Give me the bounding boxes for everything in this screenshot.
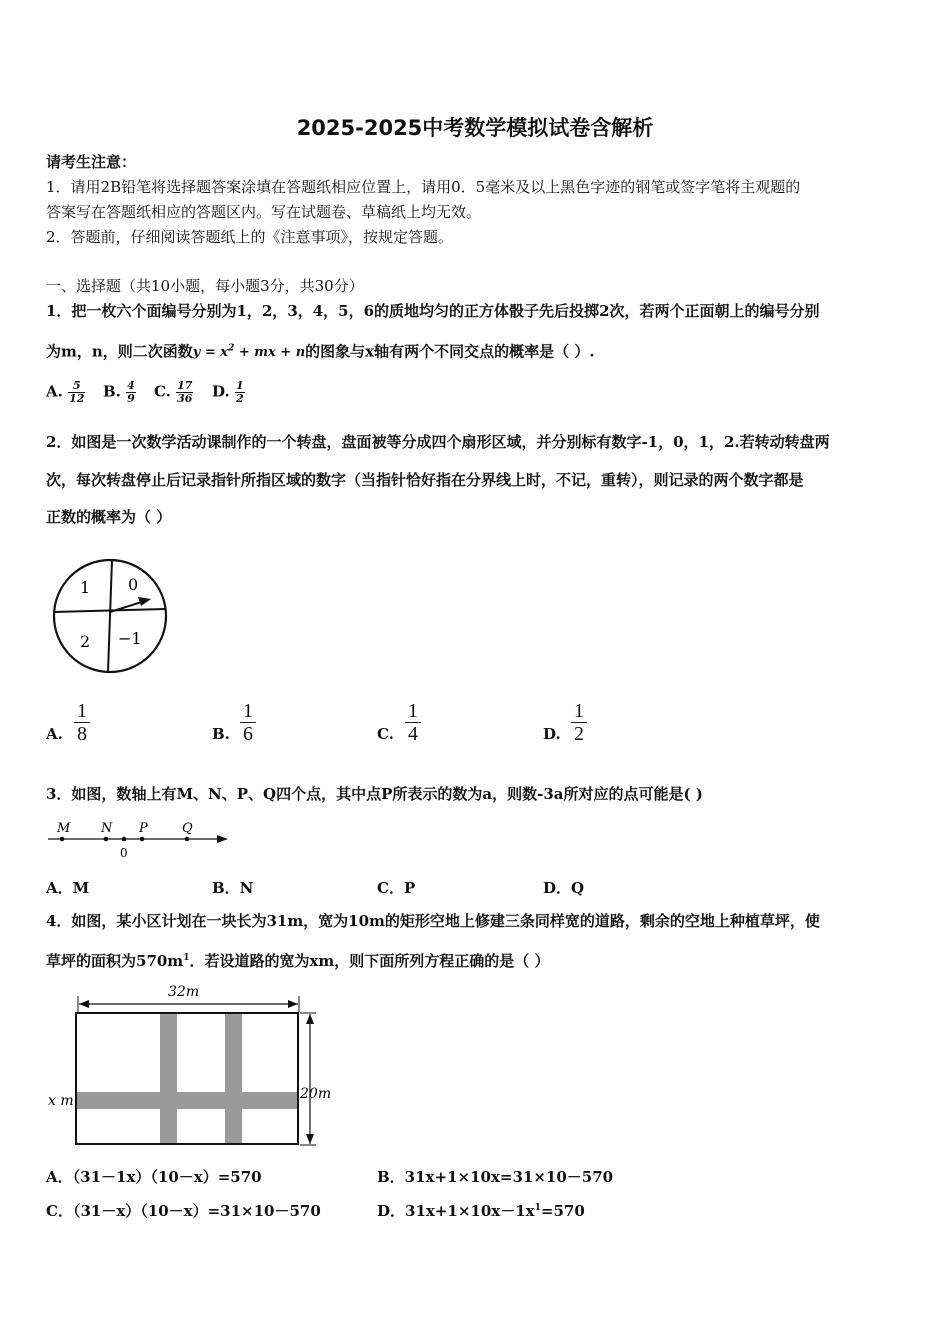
field-rectangle bbox=[76, 1013, 298, 1144]
road-vertical-1 bbox=[160, 1014, 177, 1143]
road-horizontal bbox=[77, 1092, 297, 1109]
q3-option-c[interactable]: C．P bbox=[377, 879, 416, 897]
q4-option-d[interactable]: D．$31x+1\times 10x-1x^1=570$ bbox=[377, 1202, 585, 1220]
q1-option-d[interactable]: D. $\frac{1}{2}$ bbox=[212, 379, 244, 405]
q1-line-1: 1．把一枚六个面编号分别为1，2，3，4，5，6的质地均匀的正方体骰子先后投掷2次，若两个正面朝上的编号分别 bbox=[46, 302, 820, 320]
spinner-label-0: 0 bbox=[128, 575, 139, 594]
page-title: 2025-2025中考数学模拟试卷含解析 bbox=[296, 116, 654, 140]
spinner-pointer-arrowhead bbox=[138, 597, 151, 606]
q2-line-3: 正数的概率为（ ） bbox=[46, 508, 172, 526]
spinner-label-1: 1 bbox=[80, 578, 91, 597]
number-line-arrowhead bbox=[217, 835, 228, 843]
q3-option-a[interactable]: A．M bbox=[46, 879, 90, 897]
point-p bbox=[140, 837, 145, 842]
q1-line-2 bbox=[46, 339, 595, 363]
q2-option-c-label[interactable]: C. bbox=[377, 725, 394, 743]
label-p: P bbox=[139, 821, 148, 836]
label-m: M bbox=[57, 821, 71, 836]
q4-option-a[interactable]: A．（31－1x）（10－x）=570 bbox=[46, 1168, 262, 1186]
q1-line-2-post: 的图象与x轴有两个不同交点的概率是（ ）. bbox=[305, 342, 595, 361]
q3-option-d[interactable]: D．Q bbox=[543, 879, 585, 897]
point-n bbox=[104, 837, 109, 842]
spinner-label-neg1: −1 bbox=[118, 629, 142, 648]
rectangle-field-figure bbox=[46, 980, 346, 1152]
notice-line-1a: 1．请用2B铅笔将选择题答案涂填在答题纸相应位置上，请用0．5毫米及以上黑色字迹的钢笔或签字笔将主观题的 bbox=[46, 178, 801, 196]
section-heading: 一、选择题（共10小题，每小题3分，共30分） bbox=[46, 277, 364, 295]
label-n: N bbox=[101, 821, 113, 836]
spinner-divider-vertical bbox=[108, 560, 112, 672]
q4-line-2: 草坪的面积为$570m^1$．若设道路的宽为xm，则下面所列方程正确的是（ ） bbox=[46, 952, 550, 970]
q2-option-d-fraction: 1 2 bbox=[571, 700, 587, 745]
notice-line-2: 2．答题前，仔细阅读答题纸上的《注意事项》，按规定答题。 bbox=[46, 228, 454, 246]
q4-option-b[interactable]: B．31x+1×10x=31×10－570 bbox=[377, 1168, 614, 1186]
q2-line-1: 2．如图是一次数学活动课制作的一个转盘，盘面被等分成四个扇形区域，并分别标有数字-1，0，1，2.若转动转盘两 bbox=[46, 433, 830, 451]
q3-option-b[interactable]: B．N bbox=[212, 879, 254, 897]
label-zero: 0 bbox=[120, 846, 128, 860]
q1-formula: $y = x^2$ + mx + n bbox=[192, 344, 306, 361]
q2-option-b-fraction: 1 6 bbox=[240, 700, 256, 745]
q2-option-a-fraction: 1 8 bbox=[74, 700, 90, 745]
q4-line-1: 4．如图，某小区计划在一块长为31m，宽为10m的矩形空地上修建三条同样宽的道路，剩余的空地上种植草坪，使 bbox=[46, 912, 820, 930]
road-vertical-2 bbox=[225, 1014, 242, 1143]
q4-option-c[interactable]: C．（31－x）（10－x）=31×10－570 bbox=[46, 1202, 321, 1220]
label-q: Q bbox=[182, 821, 193, 836]
q3-line-1: 3．如图，数轴上有M、N、P、Q四个点，其中点P所表示的数为a，则数-3a所对应的点可能是( ) bbox=[46, 785, 703, 803]
road-width-label: x m bbox=[48, 1093, 74, 1109]
q2-option-c-fraction: 1 4 bbox=[405, 700, 421, 745]
q2-line-2: 次，每次转盘停止后记录指针所指区域的数字（当指针恰好指在分界线上时，不记，重转），则记录的两个数字都是 bbox=[46, 471, 804, 489]
point-m bbox=[60, 837, 65, 842]
width-label: 32m bbox=[168, 984, 200, 1000]
number-line-figure bbox=[44, 818, 236, 862]
notice-heading: 请考生注意： bbox=[46, 153, 137, 171]
point-q bbox=[185, 837, 190, 842]
q2-option-b-label[interactable]: B. bbox=[212, 725, 230, 743]
notice-line-1b: 答案写在答题纸相应的答题区内。写在试题卷、草稿纸上均无效。 bbox=[46, 203, 482, 221]
spinner-figure bbox=[50, 555, 172, 680]
q2-option-d-label[interactable]: D. bbox=[543, 725, 561, 743]
q2-option-a-label[interactable]: A. bbox=[46, 725, 63, 743]
q1-option-a[interactable]: A. $\frac{5}{12}$ bbox=[46, 379, 85, 405]
point-zero bbox=[122, 837, 127, 842]
spinner-label-2: 2 bbox=[80, 632, 91, 651]
q1-option-c[interactable]: C. $\frac{17}{36}$ bbox=[154, 379, 193, 405]
q1-option-b[interactable]: B. $\frac{4}{9}$ bbox=[103, 379, 135, 405]
height-label: 20m bbox=[300, 1086, 332, 1102]
q1-line-2-pre: 为m，n，则二次函数 bbox=[46, 342, 193, 361]
